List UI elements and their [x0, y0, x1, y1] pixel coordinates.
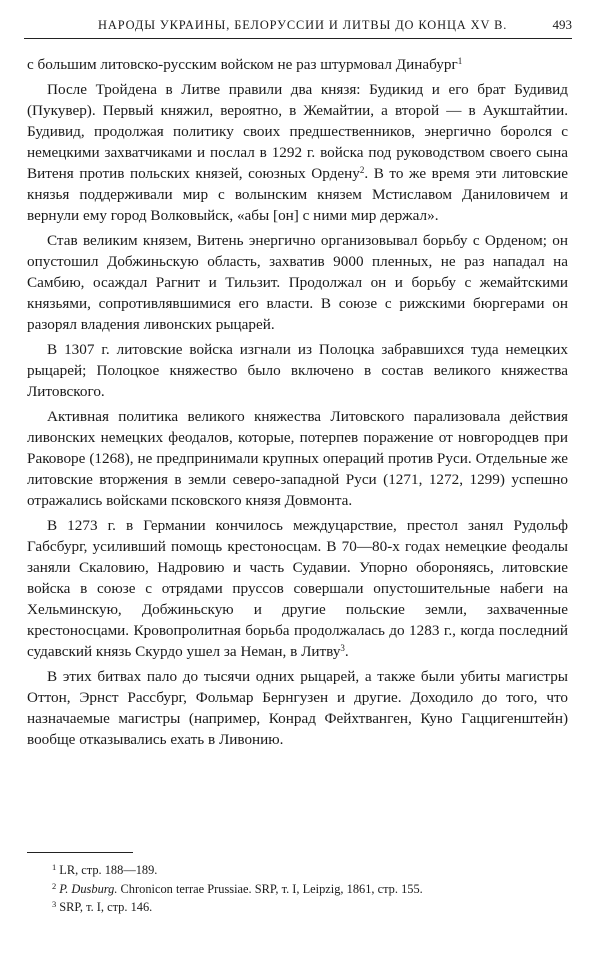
paragraph-7: В этих битвах пало до тысячи одних рыцарей, а также были убиты магистры Оттон, Эрнст Рассбург, Фольмар Бернгузен и другие. Доходило до того, что назначаемые магистры (например, Конрад Фейхтванген, Куно Гаццигенштейн) вообще отказывались ехать в Ливонию.	[27, 668, 568, 748]
footnote-2: $^2$ P. Dusburg. Chronicon terrae Prussiae. SRP, т. I, Leipzig, 1861, стр. 155.	[52, 880, 423, 896]
footnote-ref-1: 1	[457, 56, 463, 66]
footnote-mark: 1	[52, 862, 57, 872]
footnote-mark: 3	[52, 899, 57, 909]
running-head: НАРОДЫ УКРАИНЫ, БЕЛОРУССИИ И ЛИТВЫ ДО КОНЦА XV В.	[98, 18, 508, 32]
paragraph-4: В 1307 г. литовские войска изгнали из Полоцка забравшихся туда немецких рыцарей; Полоцкое княжество было включено в состав великого княжества Литовского.	[27, 341, 568, 400]
paragraph-5: Активная политика великого княжества Литовского парализовала действия ливонских немецких феодалов, которые, потерпев поражение от новгородцев при Раковоре (1268), не предпринимали крупных операций против Руси. Отдельные же литовские вторжения в земли северо-западной Руси (1271, 1272, 1299) успешно отражались войсками псковского князя Довмонта.	[27, 408, 568, 509]
footnote-3: $^3$ SRP, т. I, стр. 146.	[52, 899, 153, 914]
footnote-author: P. Dusburg.	[59, 881, 118, 896]
paragraph-6: В 1273 г. в Германии кончилось междуцарствие, престол занял Рудольф Габсбург, усиливший помощь крестоносцам. В 70—80-х годах немецкие феодалы заняли Скаловию, Надровию и часть Судавии. Упорно обороняясь, литовские войска в союзе с отрядами пруссов совершали опустошительные набеги на Хельминскую, Добжиньскую и другие польские земли, захваченные крестоносцами. Кровопролитная борьба продолжалась до 1283 г., когда последний судавский князь Скурдо ушел за Неман, в Литву$^3$.	[27, 517, 568, 660]
paragraph-2: После Тройдена в Литве правили два князя: Будикид и его брат Будивид (Пукувер). Первый княжил, вероятно, в Жемайтии, а второй — в Аукштайтии. Будивид, продолжая политику своих предшественников, энергично боролся с немецкими захватчиками и послал в 1292 г. войска под руководством своего сына Витеня против польских князей, союзных Ордену$^2$. В то же время эти литовские князья поддерживали мир с волынским князем Мстиславом Даниловичем и вернули ему город Волковыйск, «абы [он] с ними мир держал».	[27, 81, 568, 224]
footnote-ref-2: 2	[359, 165, 365, 175]
body-text	[27, 54, 568, 750]
footnotes	[52, 861, 572, 917]
footnote-mark: 2	[52, 880, 57, 891]
page-number: 493	[552, 17, 572, 32]
footnote-1: $^1$ LR, стр. 188—189.	[52, 862, 158, 877]
page-header	[24, 10, 572, 39]
footnote-ref-3: 3	[340, 643, 345, 653]
footnote-rule	[27, 852, 133, 853]
paragraph-3: Став великим князем, Витень энергично организовывал борьбу с Орденом; он опустошил Добжиньскую область, захватив 9000 пленных, не раз нападал на Самбию, осаждал Рагнит и Тильзит. Продолжал он и борьбу с жемайтскими князьями, сопротивлявшимися его власти. В союзе с рижскими бюргерами он разорял владения ливонских рыцарей.	[27, 232, 568, 333]
paragraph-1: с большим литовско-русским войском не раз штурмовал Динабург$^1$	[27, 56, 463, 73]
